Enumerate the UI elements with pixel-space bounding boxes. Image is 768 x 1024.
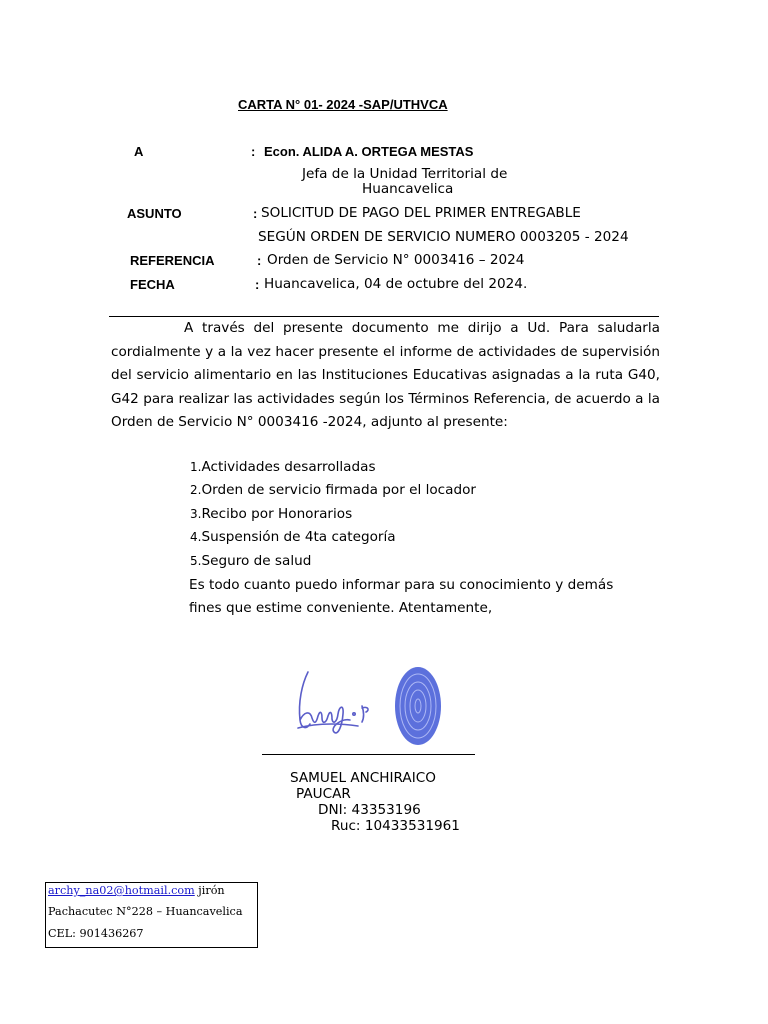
signer-ruc: Ruc: 10433531961 bbox=[331, 818, 460, 834]
signature-line bbox=[262, 754, 475, 755]
recipient-name: Econ. ALIDA A. ORTEGA MESTAS bbox=[264, 144, 474, 159]
to-label: A bbox=[134, 144, 144, 159]
date-value: Huancavelica, 04 de octubre del 2024. bbox=[264, 276, 528, 292]
signature-image bbox=[290, 662, 450, 748]
attachments-list bbox=[190, 457, 476, 574]
subject-line1: SOLICITUD DE PAGO DEL PRIMER ENTREGABLE bbox=[261, 205, 581, 221]
email-link[interactable]: archy_na02@hotmail.com bbox=[48, 884, 195, 897]
signer-name-line1: SAMUEL ANCHIRAICO bbox=[290, 770, 436, 786]
contact-box bbox=[45, 882, 258, 948]
to-colon: : bbox=[251, 144, 256, 159]
reference-label: REFERENCIA bbox=[130, 253, 215, 268]
signer-dni: DNI: 43353196 bbox=[318, 802, 421, 818]
list-item: 1.Actividades desarrolladas bbox=[190, 459, 376, 475]
date-colon: : bbox=[255, 277, 260, 292]
contact-line1 bbox=[48, 884, 225, 897]
subject-line2: SEGÚN ORDEN DE SERVICIO NUMERO 0003205 - 2024 bbox=[258, 229, 629, 245]
contact-phone: CEL: 901436267 bbox=[48, 927, 144, 940]
subject-label: ASUNTO bbox=[127, 206, 182, 221]
body-paragraph-text: A través del presente documento me dirijo a Ud. Para saludarla cordialmente y a la vez hacer presente el informe de actividades de supervisión del servicio alimentario en las Instituciones Educativas asignadas a la ruta G40, G42 para realizar las actividades según los Términos Referencia, de acuerdo a la Orden de Servicio N° 0003416 -2024, adjunto al presente: bbox=[111, 320, 660, 430]
list-item: 3.Recibo por Honorarios bbox=[190, 505, 353, 522]
signer-name-line2: PAUCAR bbox=[296, 786, 351, 802]
subject-colon: : bbox=[253, 206, 258, 221]
list-item: 5.Seguro de salud bbox=[190, 552, 312, 569]
list-item: 4.Suspensión de 4ta categoría bbox=[190, 529, 396, 546]
handwritten-signature bbox=[298, 672, 368, 733]
closing-text: Es todo cuanto puedo informar para su conocimiento y demás fines que estime conveniente. Atentamente, bbox=[189, 577, 614, 616]
body-paragraph bbox=[111, 317, 660, 435]
date-label: FECHA bbox=[130, 277, 175, 292]
address-prefix: jirón bbox=[194, 884, 225, 897]
contact-address: Pachacutec N°228 – Huancavelica bbox=[48, 905, 243, 918]
recipient-position-line2: Huancavelica bbox=[362, 181, 454, 197]
recipient-position-line1: Jefa de la Unidad Territorial de bbox=[302, 166, 508, 182]
reference-value: Orden de Servicio N° 0003416 – 2024 bbox=[267, 252, 525, 268]
list-item: 2.Orden de servicio firmada por el locador bbox=[190, 482, 477, 499]
reference-colon: : bbox=[257, 253, 262, 268]
fingerprint-mark bbox=[395, 667, 441, 745]
letter-title: CARTA N° 01- 2024 -SAP/UTHVCA bbox=[238, 97, 448, 112]
